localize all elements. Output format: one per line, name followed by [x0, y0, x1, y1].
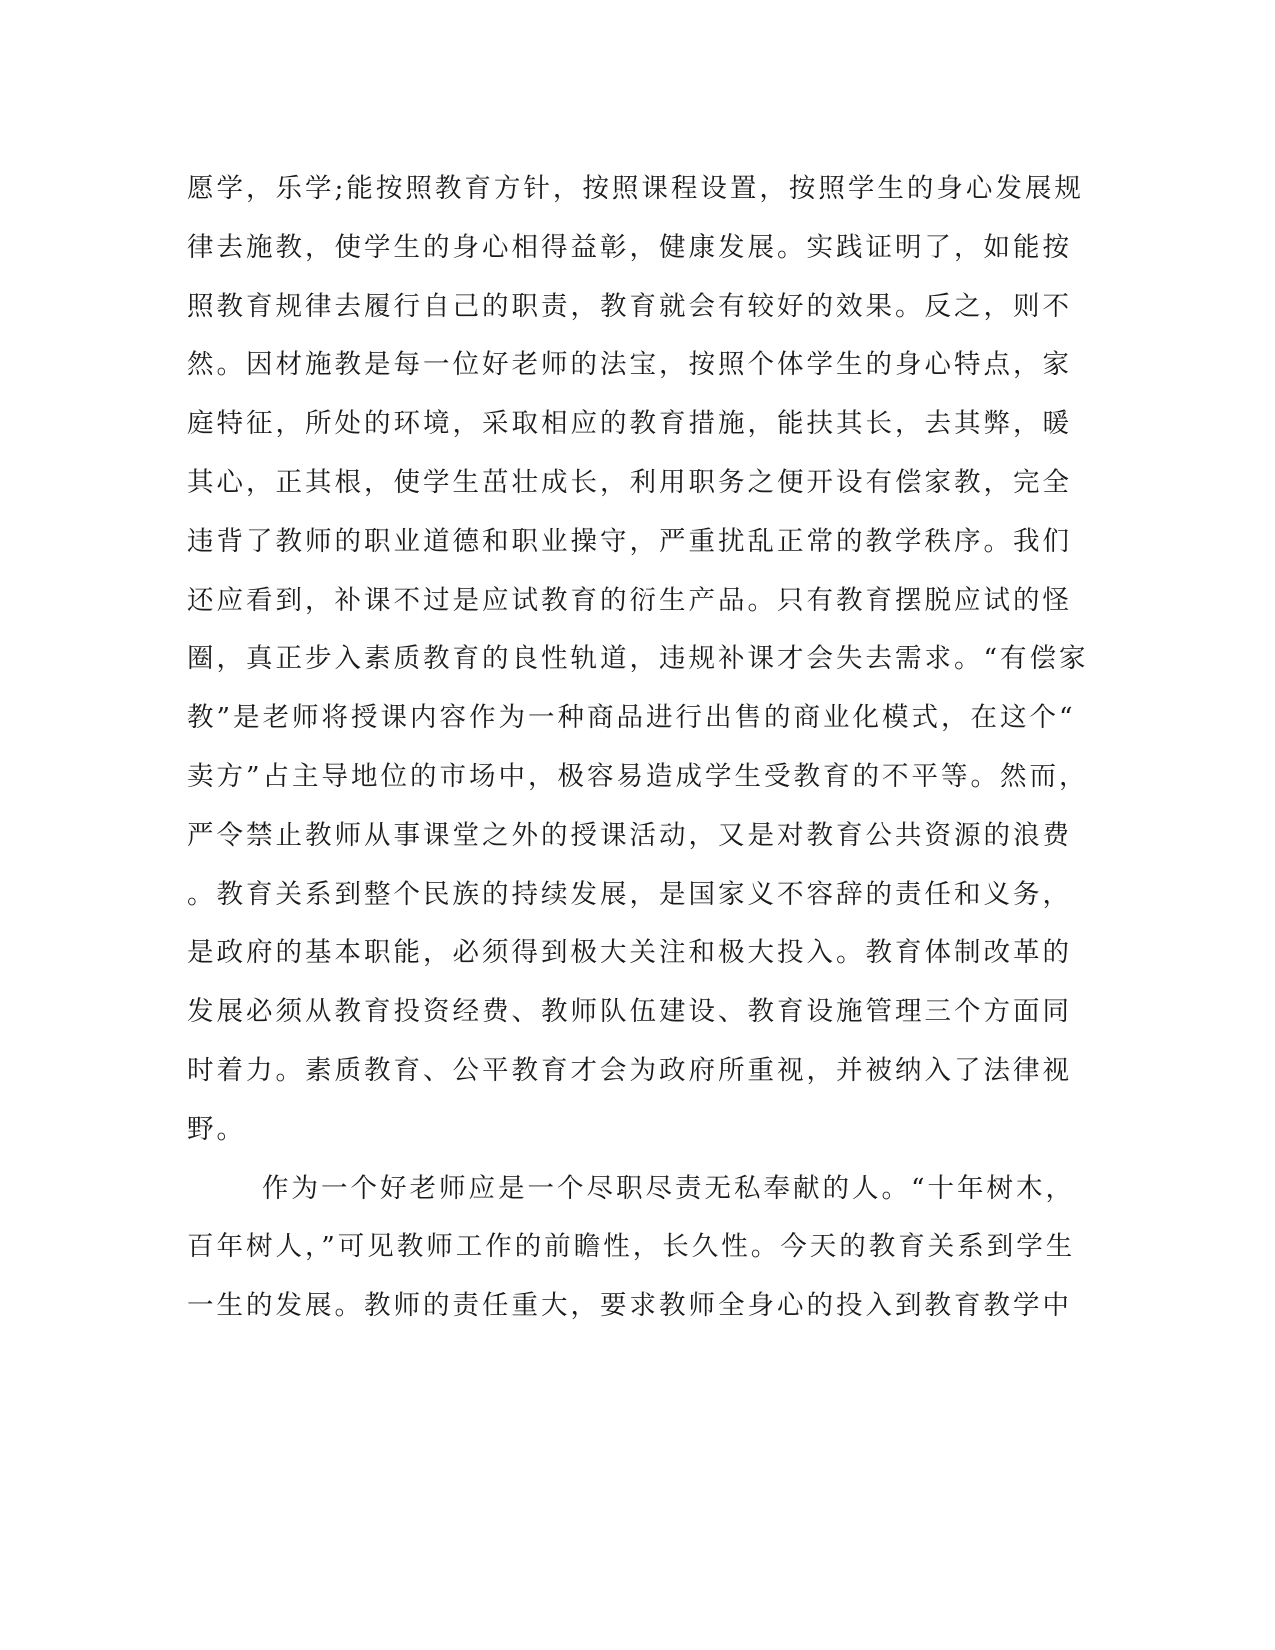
- text-line: 卖方”占主导地位的市场中，极容易造成学生受教育的不平等。然而，: [187, 760, 1089, 792]
- text-line: 律去施教，使学生的身心相得益彰，健康发展。实践证明了，如能按: [187, 231, 1072, 263]
- text-line: 百年树人，”可见教师工作的前瞻性，长久性。今天的教育关系到学生: [187, 1231, 1076, 1263]
- text-line: 是政府的基本职能，必须得到极大关注和极大投入。教育体制改革的: [187, 937, 1072, 969]
- text-line-indented: 作为一个好老师应是一个尽职尽责无私奉献的人。“十年树木，: [262, 1172, 1076, 1204]
- text-line: 发展必须从教育投资经费、教师队伍建设、教育设施管理三个方面同: [187, 996, 1072, 1028]
- text-line: 教”是老师将授课内容作为一种商品进行出售的商业化模式，在这个“: [187, 702, 1076, 734]
- paragraph-2: [187, 1160, 1076, 1336]
- text-line: 时着力。素质教育、公平教育才会为政府所重视，并被纳入了法律视: [187, 1054, 1072, 1086]
- text-line: 违背了教师的职业道德和职业操守，严重扰乱正常的教学秩序。我们: [187, 525, 1072, 557]
- text-line: 庭特征，所处的环境，采取相应的教育措施，能扶其长，去其弊，暖: [187, 408, 1072, 440]
- text-line: 野。: [187, 1113, 246, 1145]
- text-line: 其心，正其根，使学生茁壮成长，利用职务之便开设有偿家教，完全: [187, 466, 1072, 498]
- text-line: 还应看到，补课不过是应试教育的衍生产品。只有教育摆脱应试的怪: [187, 584, 1072, 616]
- text-line: 圈，真正步入素质教育的良性轨道，违规补课才会失去需求。“有偿家: [187, 643, 1089, 675]
- document-body: [187, 160, 1089, 1336]
- paragraph-1: [187, 160, 1089, 1160]
- text-line: 一生的发展。教师的责任重大，要求教师全身心的投入到教育教学中: [187, 1290, 1072, 1322]
- text-line: 愿学，乐学;能按照教育方针，按照课程设置，按照学生的身心发展规: [187, 173, 1084, 204]
- text-line: 照教育规律去履行自己的职责，教育就会有较好的效果。反之，则不: [187, 290, 1072, 322]
- text-line: 然。因材施教是每一位好老师的法宝，按照个体学生的身心特点，家: [187, 349, 1072, 381]
- text-line: 严令禁止教师从事课堂之外的授课活动，又是对教育公共资源的浪费: [187, 819, 1072, 851]
- text-line: 。教育关系到整个民族的持续发展，是国家义不容辞的责任和义务，: [187, 878, 1072, 910]
